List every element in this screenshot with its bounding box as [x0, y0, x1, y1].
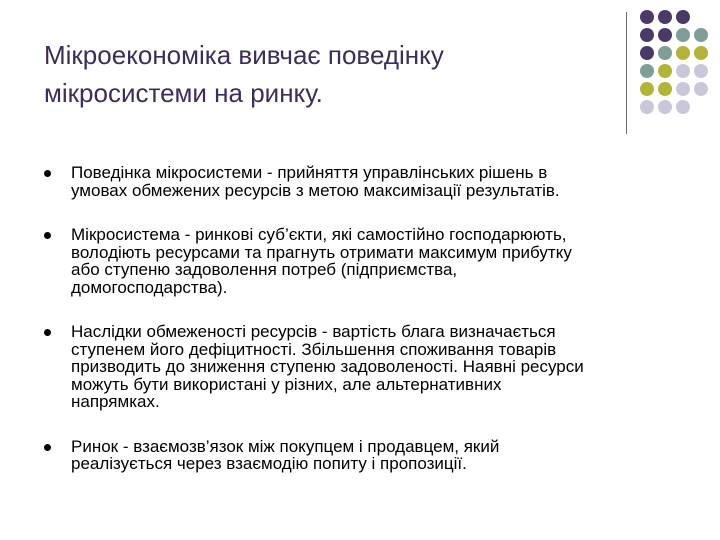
- title-divider-line: [626, 12, 627, 134]
- decorative-dot: [676, 28, 690, 42]
- decorative-dot: [640, 82, 654, 96]
- bullet-dot-icon: [44, 170, 51, 177]
- bullet-list: [44, 164, 684, 473]
- bullet-line: володіють ресурсами та прагнуть отримати максимум прибутку: [71, 242, 572, 262]
- decorative-dot: [676, 10, 690, 24]
- decorative-dot: [640, 28, 654, 42]
- bullet-line: можуть бути використані у різних, але альтернативних: [71, 374, 502, 394]
- decorative-dot: [640, 64, 654, 78]
- decorative-dot: [640, 10, 654, 24]
- decorative-dot: [640, 46, 654, 60]
- decorative-dot: [676, 100, 690, 114]
- bullet-line: призводить до зниження ступеню задоволеності. Наявні ресурси: [71, 357, 584, 376]
- slide-title-line: мікросистеми на ринку.: [44, 78, 323, 108]
- bullet-line: Ринок - взаємозв’язок між покупцем і продавцем, який: [71, 436, 500, 456]
- decorative-dot: [640, 100, 654, 114]
- bullet-line: Наслідки обмеженості ресурсів - вартість блага визначається: [71, 322, 556, 341]
- bullet-dot-icon: [44, 444, 51, 451]
- bullet-item: [44, 226, 684, 296]
- decorative-dot: [658, 64, 672, 78]
- decorative-dot: [694, 64, 708, 78]
- bullet-item: [44, 438, 684, 473]
- slide-title: [44, 36, 604, 112]
- slide-title-line: Мікроекономіка вивчає поведінку: [44, 40, 444, 70]
- decorative-dot: [676, 82, 690, 96]
- decorative-dot: [676, 64, 690, 78]
- decorative-dot: [658, 28, 672, 42]
- bullet-line: Мікросистема - ринкові суб’єкти, які самостійно господарюють,: [71, 225, 567, 244]
- decorative-dot: [658, 10, 672, 24]
- decorative-dot: [694, 46, 708, 60]
- bullet-line: реалізується через взаємодію попиту і пропозиції.: [71, 454, 467, 473]
- decorative-dot: [694, 82, 708, 96]
- decorative-dot: [658, 46, 672, 60]
- bullet-dot-icon: [44, 232, 51, 239]
- decorative-dot: [694, 28, 708, 42]
- bullet-line: напрямках.: [71, 392, 160, 411]
- decorative-dot: [676, 46, 690, 60]
- bullet-line: ступенем його дефіцитності. Збільшення споживання товарів: [71, 339, 557, 359]
- bullet-item: [44, 323, 684, 411]
- bullet-line: домогосподарства).: [71, 277, 228, 297]
- decorative-dot: [658, 100, 672, 114]
- decorative-dot-grid: [640, 10, 712, 122]
- bullet-item: [44, 164, 684, 199]
- bullet-line: або ступеню задоволення потреб (підприємства,: [71, 260, 458, 279]
- bullet-line: Поведінка мікросистеми - прийняття управлінських рішень в: [71, 163, 548, 182]
- decorative-dot: [658, 82, 672, 96]
- bullet-dot-icon: [44, 329, 51, 336]
- bullet-line: умовах обмежених ресурсів з метою максимізації результатів.: [71, 180, 560, 200]
